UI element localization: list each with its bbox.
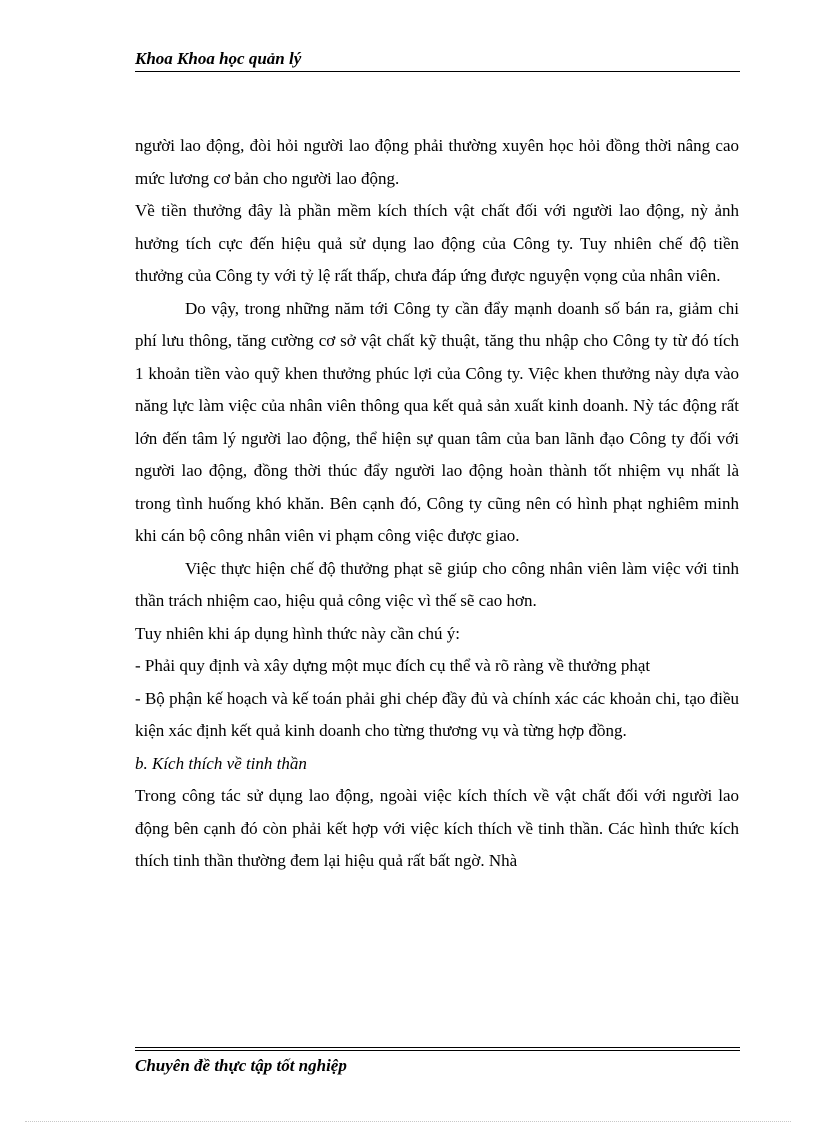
list-item: - Phải quy định và xây dựng một mục đích cụ thể và rõ ràng về thưởng phạt — [135, 656, 651, 675]
page-edge — [25, 1121, 791, 1122]
page-header-title: Khoa Khoa học quản lý — [135, 49, 302, 68]
page-footer-title: Chuyên đề thực tập tốt nghiệp — [135, 1056, 347, 1075]
footer-rule — [135, 1050, 740, 1051]
paragraph: Việc thực hiện chế độ thưởng phạt sẽ giúp cho công nhân viên làm việc với tinh thần trách nhiệm cao, hiệu quả công việc vì thế sẽ cao hơn. — [135, 558, 739, 610]
paragraph: Do vậy, trong những năm tới Công ty cần đẩy mạnh doanh số bán ra, giảm chi phí lưu thông, tăng cường cơ sở vật chất kỹ thuật, tăng thu nhập cho Công ty từ đó tích 1 khoản tiền vào quỹ khen thưởng phúc lợi của Công ty. Việc khen thưởng này dựa vào năng lực làm việc của nhân viên thông qua kết quả sản xuất kinh doanh. Nỳ tác động rất lớn đến tâm lý người lao động, thể hiện sự quan tâm của ban lãnh đạo Công ty đối với người lao động, đồng thời thúc đẩy người lao động hoàn thành tốt nhiệm vụ nhất là trong tình huống khó khăn. Bên cạnh đó, Công ty cũng nên có hình phạt nghiêm minh khi cán bộ công nhân viên vi phạm công việc được giao. — [135, 298, 739, 545]
paragraph: người lao động, đòi hỏi người lao động phải thường xuyên học hỏi đồng thời nâng cao mức lương cơ bản cho người lao động. — [135, 136, 739, 188]
list-item: - Bộ phận kế hoạch và kế toán phải ghi chép đầy đủ và chính xác các khoản chi, tạo điều kiện xác định kết quả kinh doanh cho từng thương vụ và từng hợp đồng. — [135, 688, 739, 740]
paragraph: Tuy nhiên khi áp dụng hình thức này cần chú ý: — [135, 623, 460, 643]
footer-rule — [135, 1047, 740, 1048]
paragraph: Trong công tác sử dụng lao động, ngoài việc kích thích về vật chất đối với người lao động bên cạnh đó còn phải kết hợp với việc kích thích về tinh thần. Các hình thức kích thích tinh thần thường đem lại hiệu quả rất bất ngờ. Nhà — [135, 786, 739, 870]
header-rule — [135, 71, 740, 72]
section-heading: b. Kích thích về tinh thần — [135, 753, 307, 773]
body-text — [135, 130, 739, 878]
paragraph: Về tiền thưởng đây là phần mềm kích thích vật chất đối với người lao động, nỳ ảnh hưởng tích cực đến hiệu quả sử dụng lao động của Công ty. Tuy nhiên chế độ tiền thưởng của Công ty với tỷ lệ rất thấp, chưa đáp ứng được nguyện vọng của nhân viên. — [135, 201, 739, 285]
